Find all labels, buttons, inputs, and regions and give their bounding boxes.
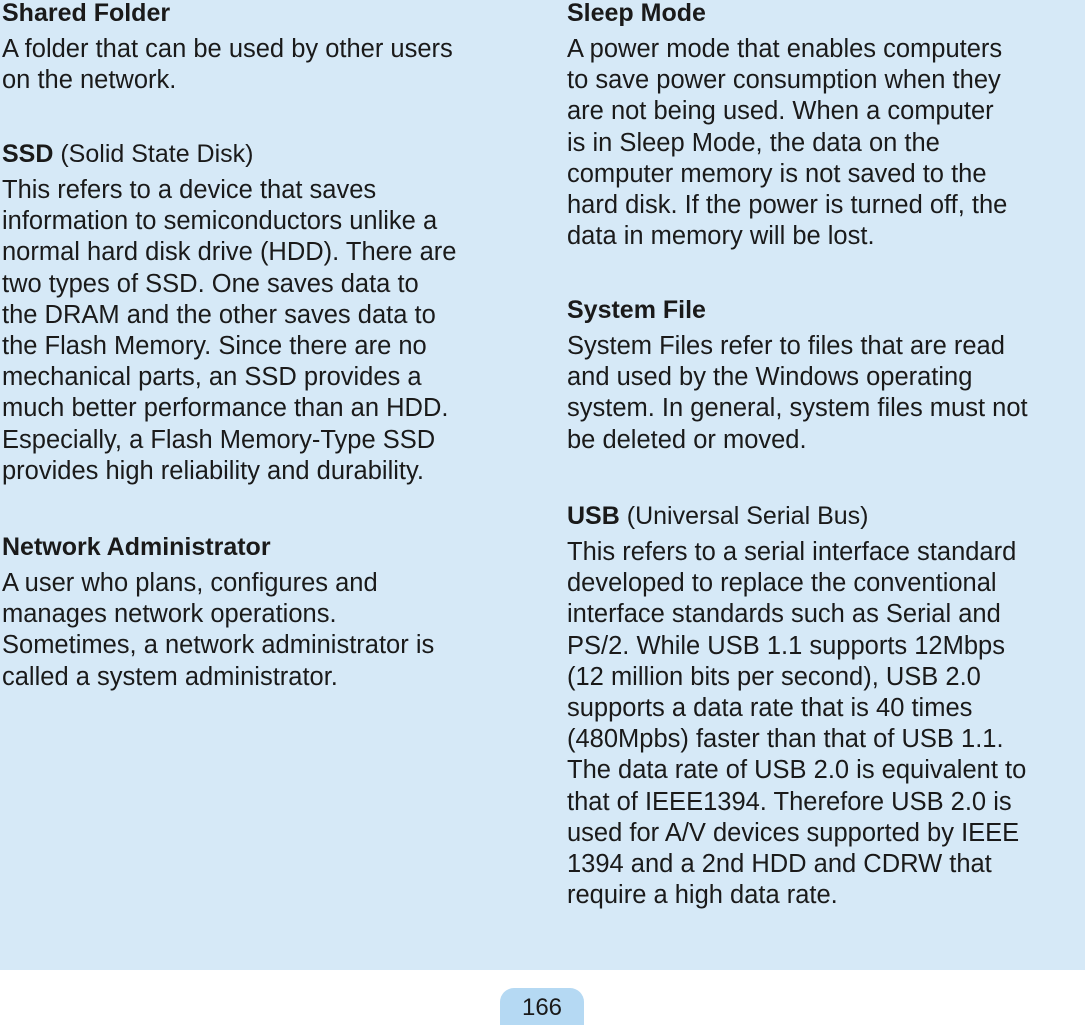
definition-line: the DRAM and the other saves data to — [2, 300, 436, 329]
definition-line: that of IEEE1394. Therefore USB 2.0 is — [567, 787, 1012, 816]
definition-line: hard disk. If the power is turned off, the — [567, 191, 1008, 220]
definition-line: called a system administrator. — [2, 662, 338, 691]
entry-term-expansion: (Solid State Disk) — [60, 140, 254, 168]
definition-line: This refers to a serial interface standard — [567, 538, 1017, 566]
entry-definition — [2, 175, 456, 487]
definition-line: provides high reliability and durability. — [2, 456, 424, 485]
definition-line: supports a data rate that is 40 times — [567, 694, 973, 723]
definition-line: A user who plans, configures and — [2, 569, 378, 597]
definition-line: used for A/V devices supported by IEEE — [567, 818, 1020, 847]
glossary-entry-system-file — [567, 296, 1028, 456]
definition-line: manages network operations. — [2, 600, 337, 629]
definition-line: information to semiconductors unlike a — [2, 207, 438, 236]
page-number-tab: 166 — [500, 988, 584, 1025]
entry-definition — [567, 537, 1026, 911]
definition-line: be deleted or moved. — [567, 425, 807, 454]
definition-line: PS/2. While USB 1.1 supports 12Mbps — [567, 631, 1005, 660]
definition-line: System Files refer to files that are read — [567, 332, 1005, 360]
definition-line: interface standards such as Serial and — [567, 600, 1001, 629]
definition-line: (480Mpbs) faster than that of USB 1.1. — [567, 725, 1004, 754]
definition-line: 1394 and a 2nd HDD and CDRW that — [567, 850, 992, 879]
entry-term-expansion: (Universal Serial Bus) — [626, 502, 869, 530]
definition-line: data in memory will be lost. — [567, 222, 875, 251]
entry-heading — [2, 140, 456, 168]
definition-line: mechanical parts, an SSD provides a — [2, 363, 422, 392]
entry-term: SSD — [2, 140, 54, 168]
entry-definition — [567, 331, 1028, 456]
definition-line: two types of SSD. One saves data to — [2, 269, 419, 298]
definition-line: on the network. — [2, 66, 177, 95]
definition-line: normal hard disk drive (HDD). There are — [2, 238, 457, 267]
definition-line: is in Sleep Mode, the data on the — [567, 128, 940, 157]
definition-line: system. In general, system files must not — [567, 394, 1028, 423]
definition-line: The data rate of USB 2.0 is equivalent to — [567, 756, 1027, 785]
definition-line: are not being used. When a computer — [567, 97, 994, 126]
glossary-entry-network-administrator — [2, 533, 434, 693]
entry-definition — [2, 34, 453, 96]
entry-term: Sleep Mode — [567, 0, 706, 27]
entry-term: Network Administrator — [2, 533, 271, 561]
entry-definition — [2, 568, 434, 693]
definition-line: A power mode that enables computers — [567, 35, 1003, 63]
definition-line: developed to replace the conventional — [567, 569, 997, 598]
glossary-entry-ssd — [2, 140, 456, 487]
glossary-entry-shared-folder — [2, 0, 453, 96]
definition-line: Especially, a Flash Memory-Type SSD — [2, 425, 436, 454]
definition-line: (12 million bits per second), USB 2.0 — [567, 662, 981, 691]
definition-line: much better performance than an HDD. — [2, 394, 449, 423]
definition-line: A folder that can be used by other users — [2, 35, 453, 63]
definition-line: Sometimes, a network administrator is — [2, 631, 435, 660]
definition-line: This refers to a device that saves — [2, 176, 377, 204]
glossary-entry-usb — [567, 502, 1026, 911]
entry-term: USB — [567, 502, 620, 530]
definition-line: the Flash Memory. Since there are no — [2, 332, 427, 361]
glossary-entry-sleep-mode — [567, 0, 1007, 252]
definition-line: computer memory is not saved to the — [567, 159, 987, 188]
entry-term: System File — [567, 296, 706, 324]
definition-line: to save power consumption when they — [567, 66, 1001, 95]
entry-definition — [567, 34, 1007, 252]
definition-line: and used by the Windows operating — [567, 363, 973, 392]
definition-line: require a high data rate. — [567, 881, 838, 910]
entry-heading — [567, 502, 1026, 530]
entry-term: Shared Folder — [2, 0, 171, 27]
